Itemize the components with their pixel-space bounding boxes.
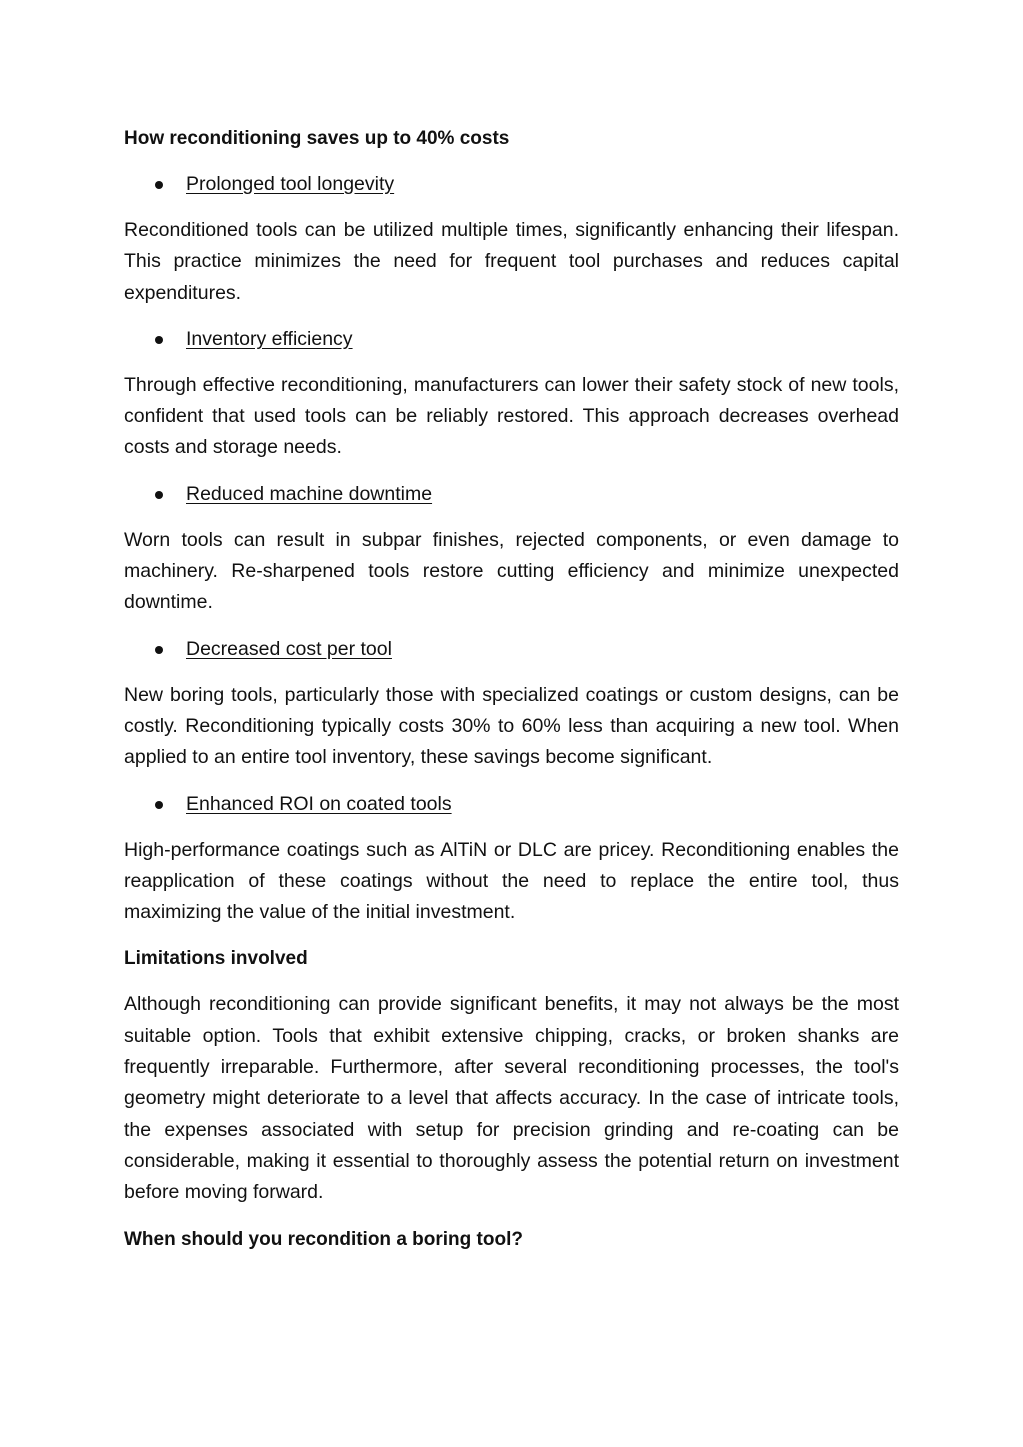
heading-limitations: Limitations involved [124, 948, 308, 970]
bullet-item [124, 479, 899, 510]
section-paragraph: New boring tools, particularly those with specialized coatings or custom designs, can be costly. Reconditioning typically costs 30% to 60% less than acquiring a new tool. When applied to an entire tool inventory, these savings become significant. [124, 683, 899, 769]
bullet-label: Reduced machine downtime [186, 482, 433, 505]
bullet-item [124, 789, 899, 820]
section-prolonged-longevity [124, 169, 899, 309]
heading-savings: How reconditioning saves up to 40% costs [124, 128, 510, 149]
section-paragraph: High-performance coatings such as AlTiN or DLC are pricey. Reconditioning enables the reapplication of these coatings without the need to replace the entire tool, thus maximizing the value of the initial investment. [124, 838, 899, 924]
bullet-item [124, 634, 899, 665]
section-enhanced-roi [124, 789, 899, 929]
section-inventory-efficiency [124, 324, 899, 464]
section-reduced-downtime [124, 479, 899, 619]
bullet-dot-icon [155, 491, 163, 499]
section-paragraph: Reconditioned tools can be utilized multiple times, significantly enhancing their lifespan. This practice minimizes the need for frequent tool purchases and reduces capital expenditures. [124, 219, 899, 304]
bullet-label: Inventory efficiency [186, 327, 353, 350]
bullet-item [124, 324, 899, 355]
bullet-item [124, 169, 899, 200]
bullet-dot-icon [155, 801, 163, 809]
bullet-label: Prolonged tool longevity [186, 173, 395, 195]
limitations-paragraph: Although reconditioning can provide significant benefits, it may not always be the most suitable option. Tools that exhibit extensive chipping, cracks, or broken shanks are frequently irreparable. Furthermore, after several reconditioning processes, the tool's geometry might deteriorate to a level that affects accuracy. In the case of intricate tools, the expenses associated with setup for precision grinding and re-coating can be considerable, making it essential to thoroughly assess the potential return on investment before moving forward. [124, 993, 899, 1204]
document-page [124, 123, 899, 1270]
section-paragraph: Through effective reconditioning, manufacturers can lower their safety stock of new tools, confident that used tools can be reliably restored. This approach decreases overhead costs and storage needs. [124, 373, 899, 459]
section-paragraph: Worn tools can result in subpar finishes, rejected components, or even damage to machinery. Re-sharpened tools restore cutting efficiency and minimize unexpected downtime. [124, 528, 899, 614]
bullet-dot-icon [155, 181, 163, 189]
section-decreased-cost [124, 634, 899, 774]
bullet-dot-icon [155, 336, 163, 344]
bullet-dot-icon [155, 646, 163, 654]
heading-when-recondition: When should you recondition a boring tool? [124, 1228, 523, 1250]
bullet-label: Decreased cost per tool [186, 637, 392, 660]
bullet-label: Enhanced ROI on coated tools [186, 792, 452, 815]
